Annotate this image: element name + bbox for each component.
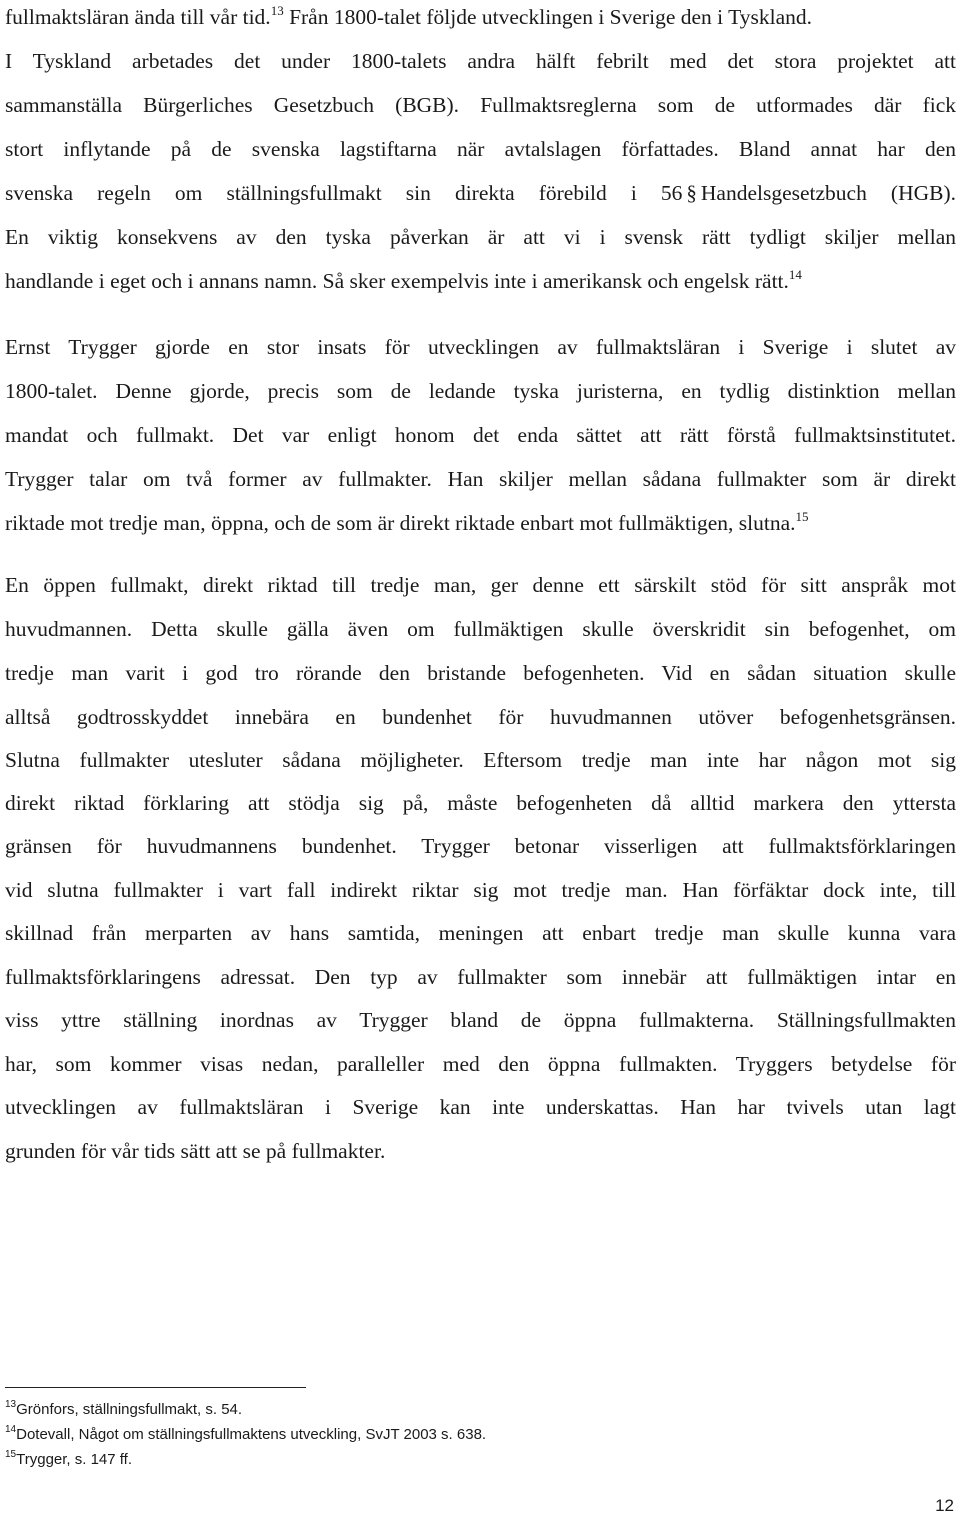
footnote-ref-13[interactable]: 13 xyxy=(270,3,284,18)
footnote-separator xyxy=(5,1387,306,1388)
body-line-4: stort inflytande på de svenska lagstiftarna när avtalslagen författades. Bland annat har den xyxy=(5,137,956,161)
body-line-20: vid slutna fullmakter i vart fall indirekt riktar sig mot tredje man. Han förfäktar dock inte, till xyxy=(5,878,956,902)
body-line-14: huvudmannen. Detta skulle gälla även om fullmäktigen skulle överskridit sin befogenhet, om xyxy=(5,617,956,641)
footnote-number: 13 xyxy=(5,1399,17,1410)
body-line-11: Trygger talar om två former av fullmakter. Han skiljer mellan sådana fullmakter som är direkt xyxy=(5,467,956,491)
body-line-3: sammanställa Bürgerliches Gesetzbuch (BGB). Fullmaktsreglerna som de utformades där fick xyxy=(5,93,956,117)
body-line-7: handlande i eget och i annans namn. Så sker exempelvis inte i amerikansk och engelsk rätt.$^{14}$ xyxy=(5,267,802,293)
body-line-6: En viktig konsekvens av den tyska påverkan är att vi i svensk rätt tydligt skiljer mellan xyxy=(5,225,956,249)
body-line-23: viss yttre ställning inordnas av Trygger bland de öppna fullmakterna. Ställningsfullmakten xyxy=(5,1008,956,1032)
footnote-number: 15 xyxy=(5,1449,17,1460)
body-line-24: har, som kommer visas nedan, paralleller med den öppna fullmakten. Tryggers betydelse för xyxy=(5,1052,956,1076)
body-line-21: skillnad från merparten av hans samtida, meningen att enbart tredje man skulle kunna vara xyxy=(5,921,956,945)
body-line-8: Ernst Trygger gjorde en stor insats för utvecklingen av fullmaktsläran i Sverige i slutet av xyxy=(5,335,956,359)
footnote-13 xyxy=(5,1400,242,1420)
body-line-17: Slutna fullmakter utesluter sådana möjligheter. Eftersom tredje man inte har någon mot sig xyxy=(5,748,956,772)
body-line-15: tredje man varit i god tro rörande den bristande befogenheten. Vid en sådan situation skulle xyxy=(5,661,956,685)
footnote-text: Dotevall, Något om ställningsfullmaktens utveckling, SvJT 2003 s. 638. xyxy=(16,1426,487,1443)
body-line-18: direkt riktad förklaring att stödja sig på, måste befogenheten då alltid markera den yttersta xyxy=(5,791,956,815)
footnote-15 xyxy=(5,1450,132,1470)
body-line-26: grunden för vår tids sätt att se på fullmakter. xyxy=(5,1139,386,1163)
footnote-ref-14[interactable]: 14 xyxy=(788,267,802,282)
footnote-14 xyxy=(5,1425,486,1445)
body-line-2: I Tyskland arbetades det under 1800-talets andra hälft febrilt med det stora projektet att xyxy=(5,49,956,73)
body-line-9: 1800-talet. Denne gjorde, precis som de ledande tyska juristerna, en tydlig distinktion mellan xyxy=(5,379,956,403)
body-line-22: fullmaktsförklaringens adressat. Den typ av fullmakter som innebär att fullmäktigen intar en xyxy=(5,965,956,989)
footnote-ref-15[interactable]: 15 xyxy=(795,509,809,524)
body-line-1: fullmaktsläran ända till vår tid.$^{13}$ Från 1800-talet följde utvecklingen i Sverige den i Tyskland. xyxy=(5,3,813,29)
body-line-16: alltså godtrosskyddet innebära en bundenhet för huvudmannen utöver befogenhetsgränsen. xyxy=(5,705,956,729)
page-number: 12 xyxy=(935,1496,954,1515)
body-line-10: mandat och fullmakt. Det var enligt honom det enda sättet att rätt förstå fullmaktsinstitutet. xyxy=(5,423,956,447)
footnote-number: 14 xyxy=(5,1424,17,1435)
body-line-13: En öppen fullmakt, direkt riktad till tredje man, ger denne ett särskilt stöd för sitt anspråk mot xyxy=(5,573,956,597)
body-line-25: utvecklingen av fullmaktsläran i Sverige kan inte underskattas. Han har tvivels utan lagt xyxy=(5,1095,956,1119)
body-line-19: gränsen för huvudmannens bundenhet. Trygger betonar visserligen att fullmaktsförklaringen xyxy=(5,834,956,858)
body-line-5: svenska regeln om ställningsfullmakt sin direkta förebild i 56 § Handelsgesetzbuch (HGB). xyxy=(5,181,956,205)
body-line-12: riktade mot tredje man, öppna, och de som är direkt riktade enbart mot fullmäktigen, slutna.$^{15}$ xyxy=(5,509,809,535)
footnote-text: Trygger, s. 147 ff. xyxy=(16,1451,133,1468)
footnote-text: Grönfors, ställningsfullmakt, s. 54. xyxy=(16,1401,243,1418)
section-symbol: § xyxy=(686,181,697,205)
